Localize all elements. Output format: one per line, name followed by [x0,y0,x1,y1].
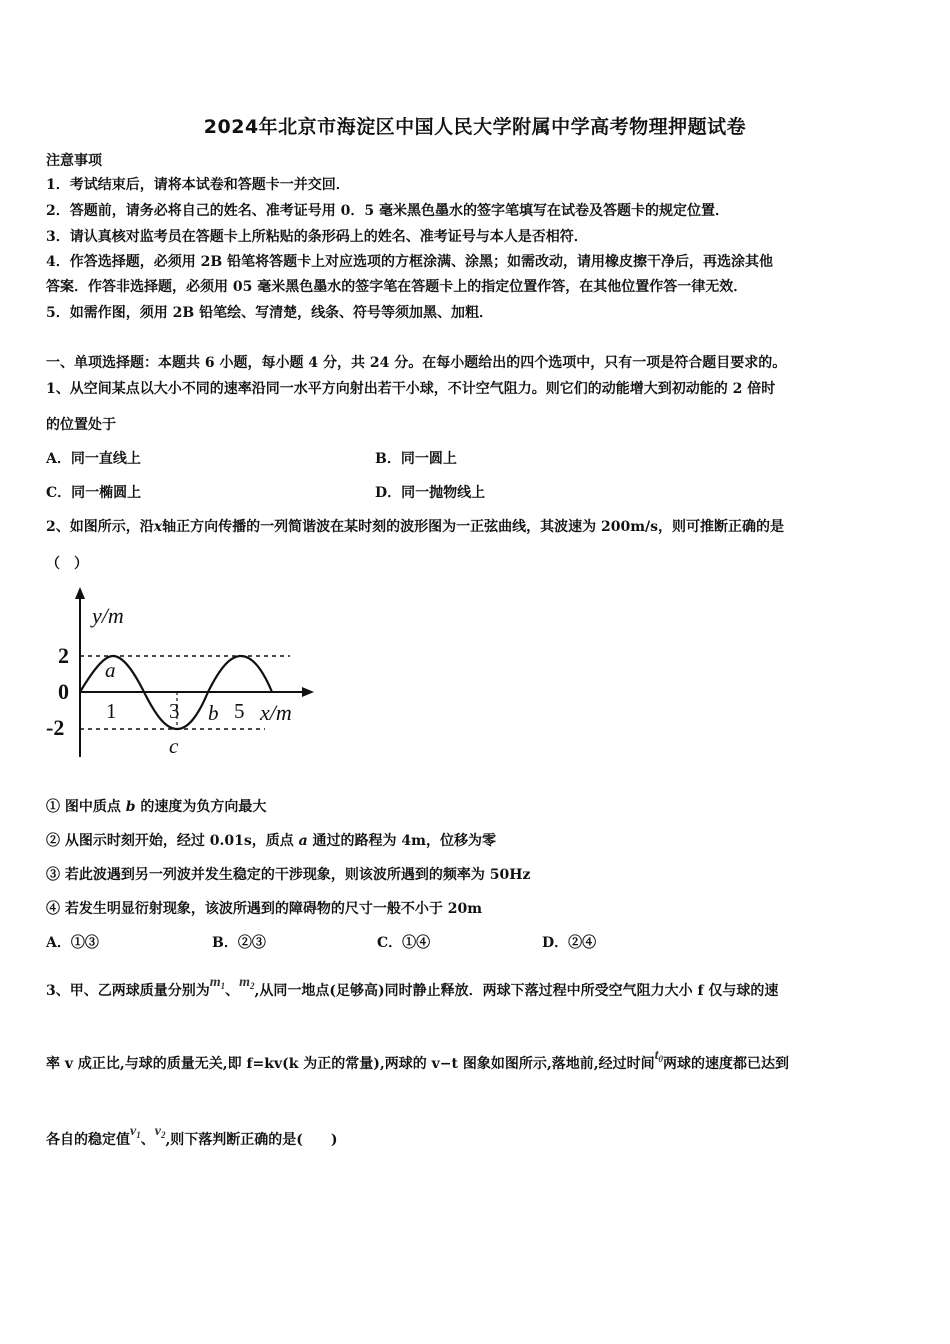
notice-item-2: 2．答题前，请务必将自己的姓名、准考证号用 0．5 毫米黑色墨水的签字笔填写在试卷及答题卡的规定位置． [46,203,729,219]
y-tick-neg2: -2 [46,715,65,740]
q2-statement-1: ① 图中质点 b 的速度为负方向最大 [46,799,267,815]
q2-stem-part1: 2、如图所示，沿 [46,519,154,535]
y-axis-arrow [75,587,85,599]
q2-statement-2: ② 从图示时刻开始，经过 0.01s，质点 a 通过的路程为 4m，位移为零 [46,833,496,849]
page-title: 2024年北京市海淀区中国人民大学附属中学高考物理押题试卷 [203,116,747,138]
q2-stem-line2: （ ） [46,556,88,572]
symbol-m2: $m_2$ [239,975,255,991]
symbol-m1: $m_1$ [209,975,226,991]
symbol-v2: $v_2$ [154,1124,166,1140]
q2-x-variable: x [153,519,163,535]
point-label-c: c [169,734,179,758]
q3-stem-line3: 各自的稳定值$v_1$、$v_2$,则下落判断正确的是( ) [46,1124,338,1148]
q2-statement-4: ④ 若发生明显衍射现象，该波所遇到的障碍物的尺寸一般不小于 20m [46,901,483,917]
q2-option-d: D．②④ [542,935,597,951]
point-label-b: b [208,701,219,725]
q3-stem-line2: 率 v 成正比,与球的质量无关,即 f=kv(k 为正的常量),两球的 v−t 图象如图所示,落地前,经过时间$t_0$两球的速度都已达到 [46,1048,790,1072]
notice-item-4-cont: 答案．作答非选择题，必须用 05 毫米黑色墨水的签字笔在答题卡上的指定位置作答，在其他位置作答一律无效． [46,279,748,295]
symbol-t0: $t_0$ [654,1048,664,1064]
wave-figure [40,585,320,765]
y-tick-2: 2 [58,643,69,668]
section-heading: 一、单项选择题：本题共 6 小题，每小题 4 分，共 24 分。在每小题给出的四个选项中，只有一项是符合题目要求的。 [46,355,787,371]
y-axis-label: y/m [92,603,124,628]
q1-option-a: A．同一直线上 [46,451,141,467]
q2-stem-part2: 轴正方向传播的一列简谐波在某时刻的波形图为一正弦曲线，其波速为 200m/s，则可推断正确的是 [162,519,785,535]
q1-option-c: C．同一椭圆上 [46,485,142,501]
point-label-a: a [105,658,116,682]
notice-item-1: 1．考试结束后，请将本试卷和答题卡一并交回． [46,177,350,193]
q2-option-a: A．①③ [46,935,99,951]
notice-item-4: 4．作答选择题，必须用 2B 铅笔将答题卡上对应选项的方框涂满、涂黑；如需改动，请用橡皮擦干净后，再选涂其他 [46,254,774,270]
q1-stem-line2: 的位置处于 [46,417,116,433]
x-tick-1: 1 [106,699,117,723]
x-axis-label: x/m [260,700,292,725]
q1-stem-line1: 1、从空间某点以大小不同的速率沿同一水平方向射出若干小球，不计空气阻力。则它们的动能增大到初动能的 2 倍时 [46,381,776,397]
q2-option-b: B．②③ [212,935,266,951]
q2-statement-3: ③ 若此波遇到另一列波并发生稳定的干涉现象，则该波所遇到的频率为 50Hz [46,867,531,883]
q1-option-d: D．同一抛物线上 [375,485,486,501]
notice-item-5: 5．如需作图，须用 2B 铅笔绘、写清楚，线条、符号等须加黑、加粗． [46,305,494,321]
notice-item-3: 3．请认真核对监考员在答题卡上所粘贴的条形码上的姓名、准考证号与本人是否相符． [46,229,588,245]
x-axis-arrow [302,687,314,697]
x-tick-3: 3 [169,699,180,723]
q3-stem-line1: 3、甲、乙两球质量分别为$m_1$、$m_2$,从同一地点(足够高)同时静止释放．两球下落过程中所受空气阻力大小 f 仅与球的速 [46,975,779,999]
notice-heading: 注意事项 [46,153,102,169]
x-tick-5: 5 [234,699,245,723]
q2-option-c: C．①④ [377,935,431,951]
q2-stem-line1 [46,516,784,536]
y-tick-0: 0 [58,679,69,704]
q1-option-b: B．同一圆上 [375,451,457,467]
symbol-v1: $v_1$ [130,1124,141,1140]
